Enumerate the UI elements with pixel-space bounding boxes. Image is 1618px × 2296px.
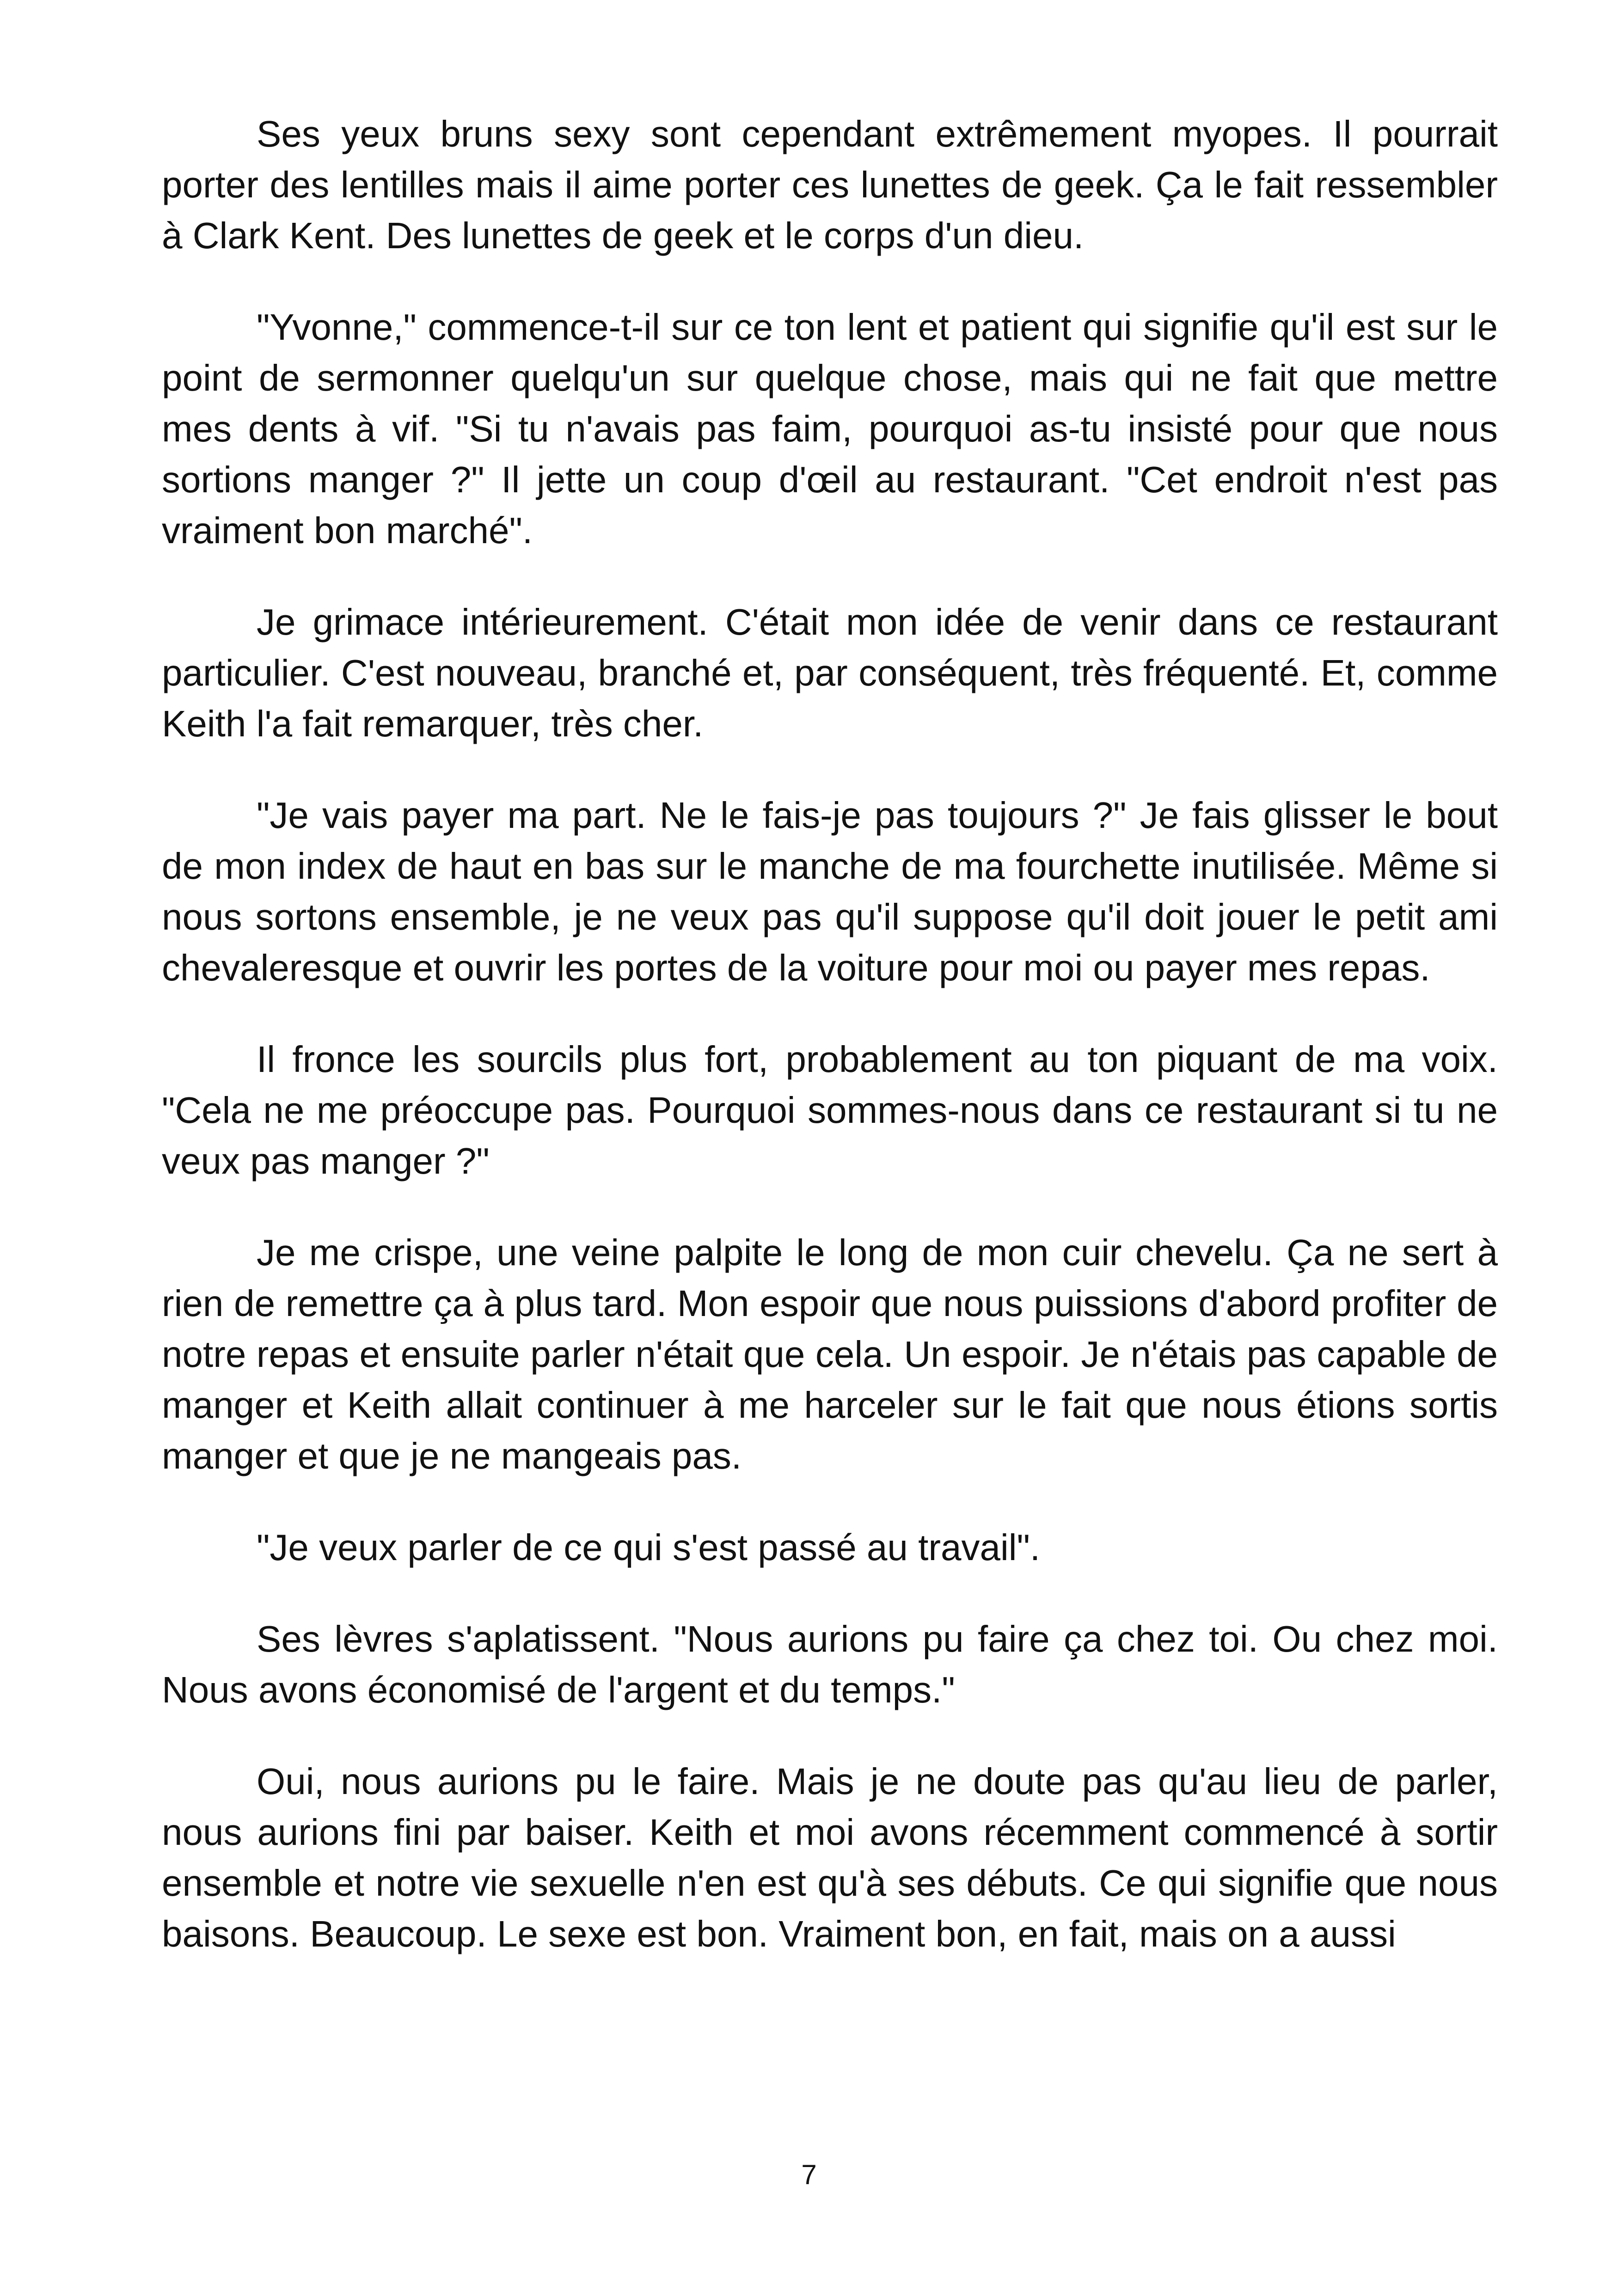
paragraph: Je me crispe, une veine palpite le long de mon cuir chevelu. Ça ne sert à rien de remettre ça à plus tard. Mon espoir que nous puissions d'abord profiter de notre repas et ensuite parler n'était que cela. Un espoir. Je n'étais pas capable de manger et Keith allait continuer à me harceler sur le fait que nous étions sortis manger et que je ne mangeais pas. [162,1232,1498,1476]
paragraph: Ses lèvres s'aplatissent. "Nous aurions pu faire ça chez toi. Ou chez moi. Nous avons économisé de l'argent et du temps." [162,1618,1498,1710]
paragraph: Ses yeux bruns sexy sont cependant extrêmement myopes. Il pourrait porter des lentilles mais il aime porter ces lunettes de geek. Ça le fait ressembler à Clark Kent. Des lunettes de geek et le corps d'un dieu. [162,113,1498,256]
body-text [162,109,1498,1959]
paragraph: Je grimace intérieurement. C'était mon idée de venir dans ce restaurant particulier. C'est nouveau, branché et, par conséquent, très fréquenté. Et, comme Keith l'a fait remarquer, très cher. [162,601,1498,744]
paragraph: Il fronce les sourcils plus fort, probablement au ton piquant de ma voix. "Cela ne me préoccupe pas. Pourquoi sommes-nous dans ce restaurant si tu ne veux pas manger ?" [162,1039,1498,1182]
page-number: 7 [801,2159,817,2190]
paragraph: "Je veux parler de ce qui s'est passé au travail". [257,1527,1041,1568]
paragraph: "Je vais payer ma part. Ne le fais-je pas toujours ?" Je fais glisser le bout de mon index de haut en bas sur le manche de ma fourchette inutilisée. Même si nous sortons ensemble, je ne veux pas qu'il suppose qu'il doit jouer le petit ami chevaleresque et ouvrir les portes de la voiture pour moi ou payer mes repas. [162,795,1498,988]
paragraph: Oui, nous aurions pu le faire. Mais je ne doute pas qu'au lieu de parler, nous aurions fini par baiser. Keith et moi avons récemment commencé à sortir ensemble et notre vie sexuelle n'en est qu'à ses débuts. Ce qui signifie que nous baisons. Beaucoup. Le sexe est bon. Vraiment bon, en fait, mais on a aussi [162,1761,1498,1954]
paragraph: "Yvonne," commence-t-il sur ce ton lent et patient qui signifie qu'il est sur le point de sermonner quelqu'un sur quelque chose, mais qui ne fait que mettre mes dents à vif. "Si tu n'avais pas faim, pourquoi as-tu insisté pour que nous sortions manger ?" Il jette un coup d'œil au restaurant. "Cet endroit n'est pas vraiment bon marché". [162,306,1498,551]
